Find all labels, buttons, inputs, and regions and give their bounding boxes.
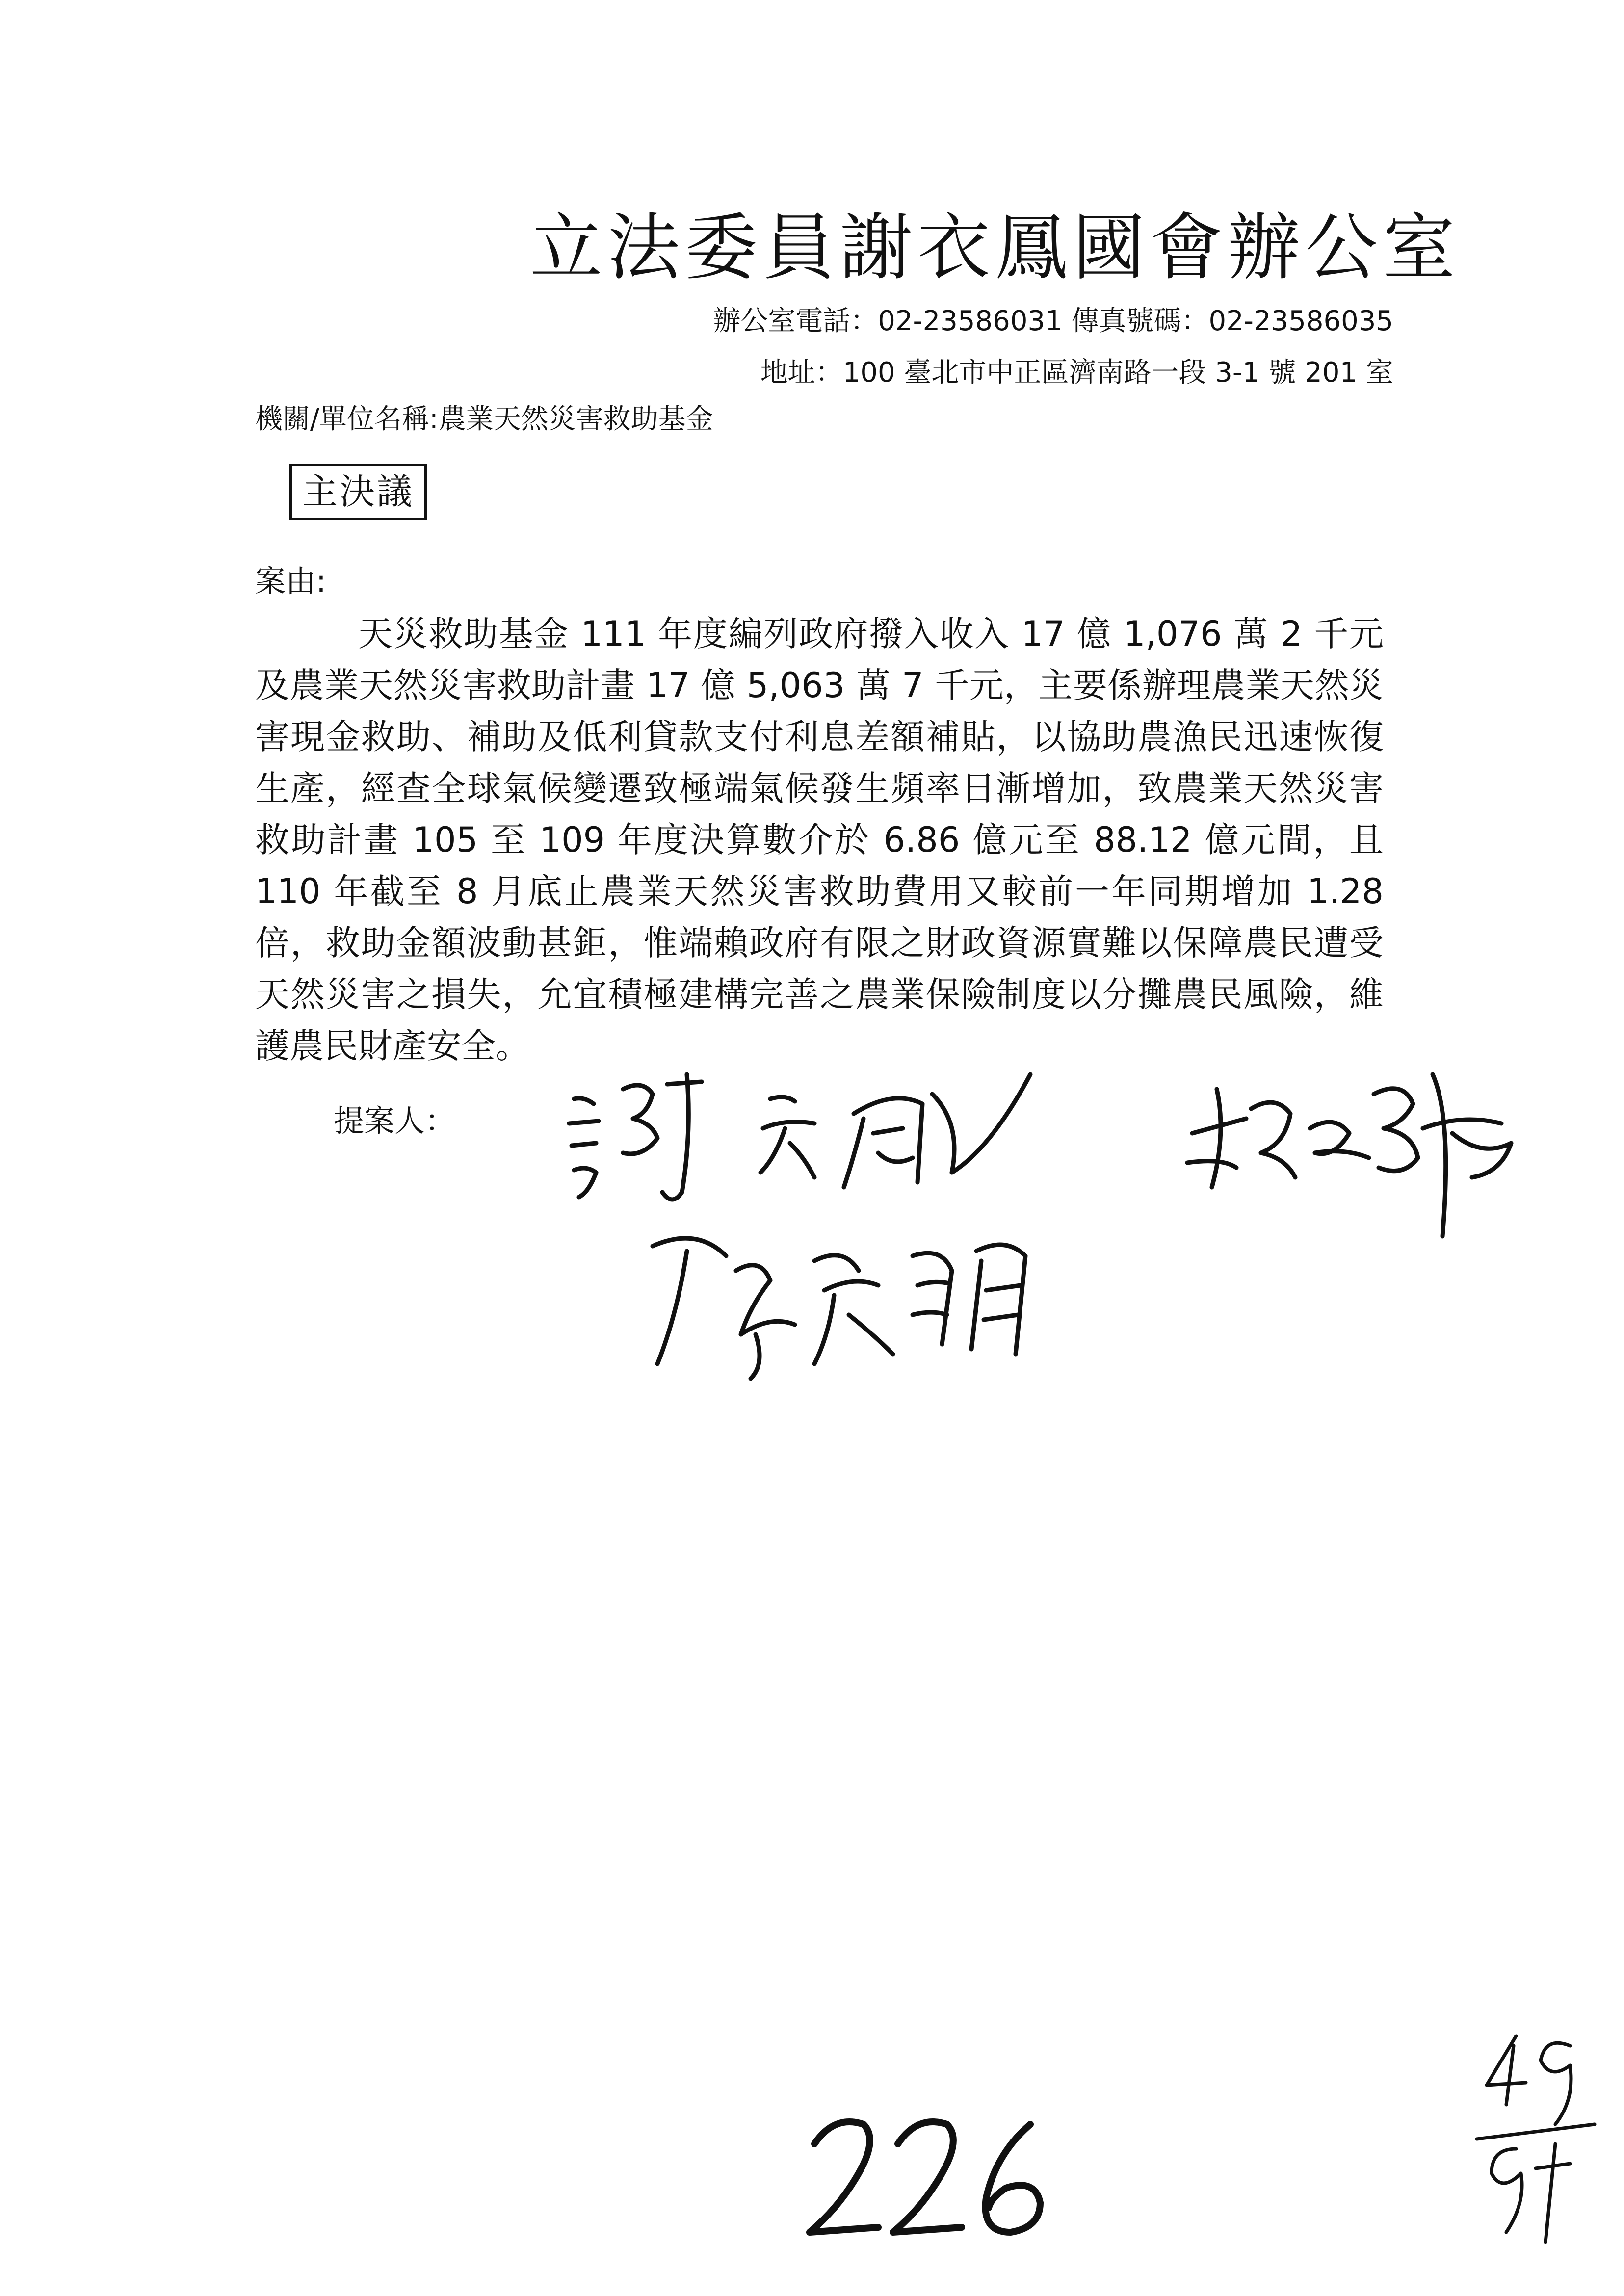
resolution-type-label: 主決議 [302, 471, 414, 512]
reason-label: 案由: [255, 563, 326, 599]
proposer-label: 提案人： [334, 1103, 456, 1139]
handwritten-signatures [540, 1060, 1545, 1433]
contact-address: 地址：100 臺北市中正區濟南路一段 3-1 號 201 室 [760, 357, 1393, 389]
resolution-type-box [289, 464, 427, 520]
page-number-drawing [795, 2100, 1070, 2257]
signature-1 [569, 1074, 1030, 1200]
contact-phone-fax: 辦公室電話：02-23586031 傳真號碼：02-23586035 [713, 305, 1393, 337]
folio-drawing [1472, 2026, 1599, 2252]
signature-3 [653, 1238, 1025, 1379]
signature-2 [1187, 1074, 1511, 1236]
office-title: 立法委員謝衣鳳國會辦公室 [530, 206, 1460, 290]
page-number [795, 2100, 1070, 2257]
agency-name: 機關/單位名稱:農業天然災害救助基金 [255, 403, 713, 435]
folio-mark [1472, 2026, 1599, 2252]
signatures-drawing [540, 1060, 1545, 1433]
reason-body: 天災救助基金 111 年度編列政府撥入收入 17 億 1,076 萬 2 千元及農業天然災害救助計畫 17 億 5,063 萬 7 千元，主要係辦理農業天然災害現金救助、補助及低利貸款支付利息差額補貼，以協助農漁民迅速恢復生產，經查全球氣候變遷致極端氣候發生頻率日漸增加，致農業天然災害救助計畫 105 至 109 年度決算數介於 6.86 億元至 88.12 億元間，且 110 年截至 8 月底止農業天然災害救助費用又較前一年同期增加 1.28 倍，救助金額波動甚鉅，惟端賴政府有限之財政資源實難以保障農民遭受天然災害之損失，允宜積極建構完善之農業保險制度以分攤農民風險，維護農民財產安全。 [255, 614, 1384, 1066]
